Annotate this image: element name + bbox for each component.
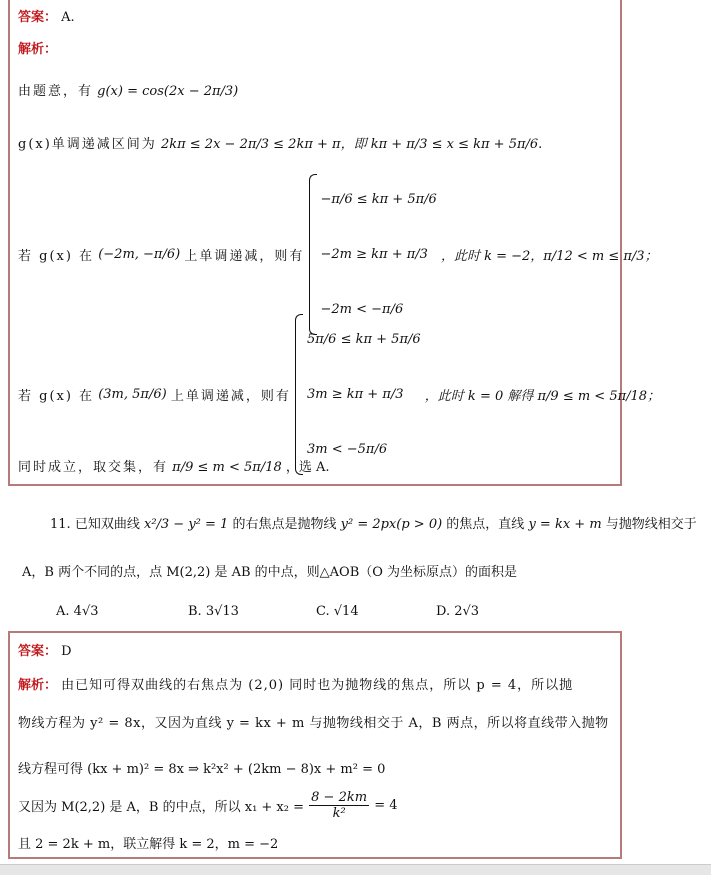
- left-brace: [295, 314, 303, 475]
- case-2: [18, 312, 660, 477]
- system-line: −π/6 ≤ kπ + 5π/6: [320, 192, 437, 207]
- case-result: ，此时 k = −2，π/12 < m ≤ π/3；: [440, 249, 658, 264]
- conclusion-line: [18, 456, 330, 475]
- answer-value: A.: [61, 10, 75, 25]
- option-letter: A.: [56, 604, 70, 619]
- case-result: ，此时 k = 0 解得 π/9 ≤ m < 5π/18；: [424, 389, 661, 404]
- line-text: 由题意，有: [18, 84, 94, 99]
- answer-box-2: [8, 631, 622, 859]
- analysis-label: 解析：: [18, 678, 58, 693]
- option-d[interactable]: [436, 604, 479, 619]
- answer-label: 答案：: [18, 10, 58, 25]
- option-value: 3√13: [205, 604, 239, 619]
- option-c[interactable]: [316, 604, 359, 619]
- line-math: 2kπ ≤ 2x − 2π/3 ≤ 2kπ + π，即 kπ + π/3 ≤ x ≤ kπ + 5π/6.: [160, 137, 543, 152]
- analysis-line-5: [18, 833, 278, 852]
- horizontal-scrollbar[interactable]: [0, 864, 711, 875]
- analysis-heading-1: [18, 38, 57, 57]
- line-text: 物线方程为 y² = 8x，又因为直线 y = kx + m 与抛物线相交于 A，B 两点，所以将直线带入抛物: [18, 716, 609, 731]
- left-brace: [309, 174, 317, 335]
- system-line: 3m < −5π/6: [306, 442, 388, 457]
- denominator: k²: [332, 806, 346, 821]
- stem-text: 已知双曲线: [74, 517, 140, 532]
- case-mid: 上单调递减，则有: [170, 389, 291, 404]
- analysis-line-1: [18, 674, 573, 693]
- option-letter: C.: [316, 604, 330, 619]
- line-tail: = 4: [374, 798, 398, 813]
- stem-math: x²/3 − y² = 1: [143, 517, 229, 532]
- stem-math: y = kx + m: [528, 517, 602, 532]
- stem-math: y² = 2px(p > 0): [340, 517, 443, 532]
- line-text: 同时成立，取交集，有: [18, 460, 169, 475]
- analysis-label: 解析：: [18, 42, 58, 57]
- line-text: 线方程可得 (kx + m)² = 8x ⇒ k²x² + (2km − 8)x + m² = 0: [18, 762, 386, 777]
- option-letter: D.: [436, 604, 451, 619]
- case-interval: (−2m, −π/6): [98, 247, 181, 262]
- analysis-line-3: [18, 758, 385, 777]
- question-stem-line2: [22, 561, 517, 580]
- derivation-line-2: [18, 133, 542, 152]
- case-prefix: 若 g(x) 在: [18, 389, 95, 404]
- question-number: 11.: [50, 517, 71, 532]
- case-mid: 上单调递减，则有: [184, 249, 305, 264]
- question-stem: [50, 513, 697, 532]
- stem-text: 与抛物线相交于: [605, 517, 697, 532]
- system-line: −2m ≥ kπ + π/3: [320, 247, 428, 262]
- inequality-system: [295, 312, 421, 477]
- answer-line-2: [18, 640, 72, 659]
- answer-line-1: [18, 6, 75, 25]
- analysis-line-2: [18, 712, 609, 731]
- derivation-line-1: [18, 80, 238, 99]
- system-line: −2m < −π/6: [320, 302, 404, 317]
- numerator: 8 − 2km: [311, 790, 368, 805]
- option-value: 2√3: [454, 604, 480, 619]
- analysis-line-4: [18, 790, 398, 821]
- stem-text: 的焦点，直线: [446, 517, 525, 532]
- option-value: 4√3: [73, 604, 99, 619]
- stem-text: A，B 两个不同的点，点 M(2,2) 是 AB 的中点，则△AOB（O 为坐标原点）的面积是: [22, 565, 518, 580]
- option-value: √14: [333, 604, 359, 619]
- line-text: 又因为 M(2,2) 是 A，B 的中点，所以 x₁ + x₂ =: [18, 800, 305, 815]
- case-prefix: 若 g(x) 在: [18, 249, 95, 264]
- line-text: 由已知可得双曲线的右焦点为 (2,0) 同时也为抛物线的焦点，所以 p = 4，所以抛: [61, 678, 574, 693]
- case-interval: (3m, 5π/6): [98, 387, 167, 402]
- line-math: π/9 ≤ m < 5π/18: [172, 460, 282, 475]
- option-b[interactable]: [188, 604, 239, 619]
- line-math: g(x) = cos(2x − 2π/3): [97, 84, 239, 99]
- stem-text: 的右焦点是抛物线: [232, 517, 337, 532]
- answer-label: 答案：: [18, 644, 58, 659]
- answer-value: D: [61, 644, 72, 659]
- system-line: 5π/6 ≤ kπ + 5π/6: [306, 332, 421, 347]
- line-text: g(x)单调递减区间为: [18, 137, 157, 152]
- system-line: 3m ≥ kπ + π/3: [306, 387, 404, 402]
- line-tail: ，选 A.: [285, 460, 330, 475]
- option-a[interactable]: [56, 604, 99, 619]
- fraction: [309, 790, 369, 821]
- line-text: 且 2 = 2k + m，联立解得 k = 2，m = −2: [18, 837, 279, 852]
- option-letter: B.: [188, 604, 202, 619]
